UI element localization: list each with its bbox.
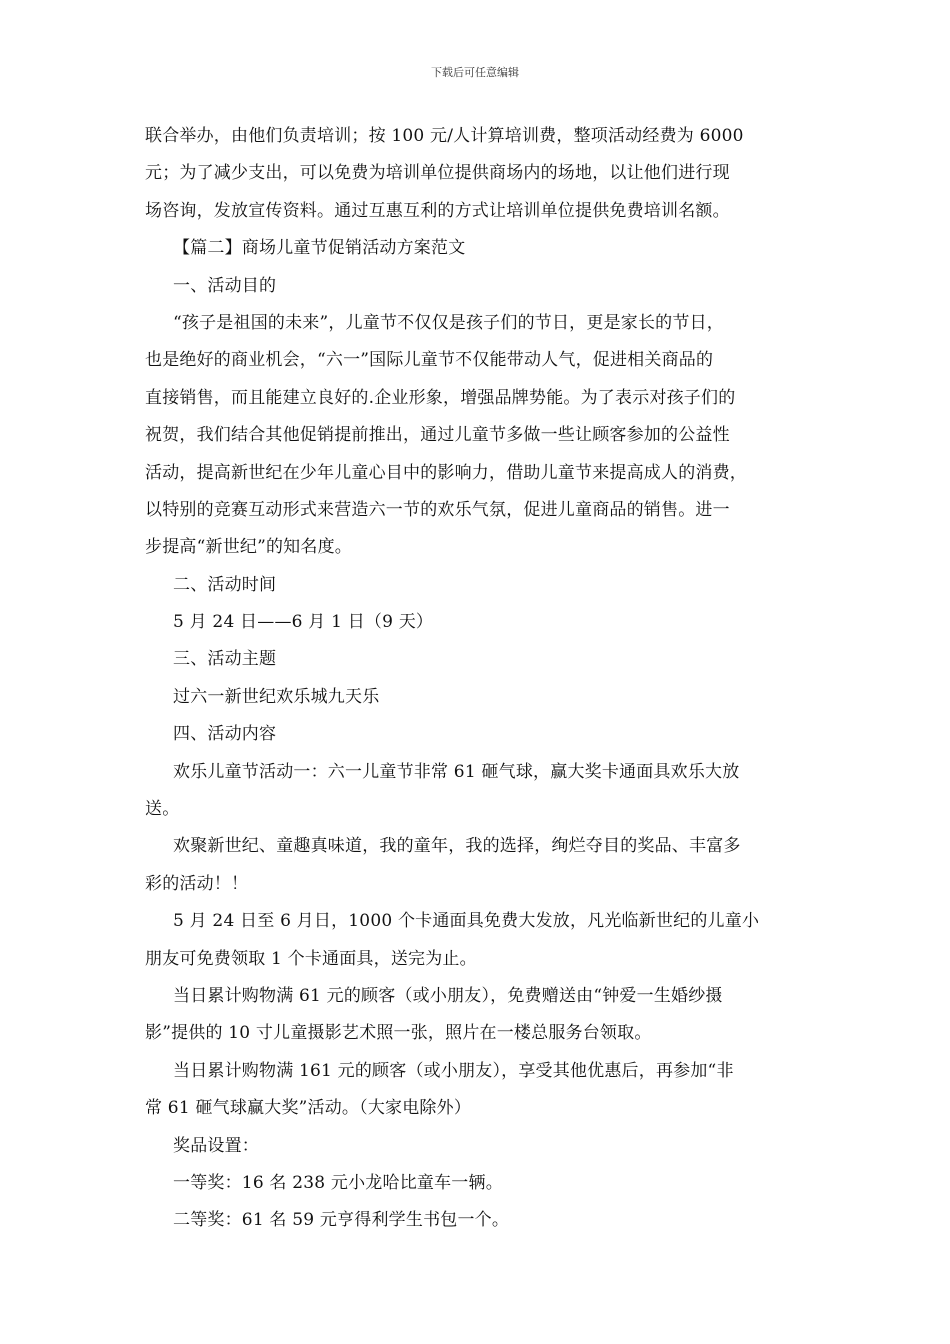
text-line: 朋友可免费领取 1 个卡通面具，送完为止。: [145, 948, 477, 969]
text-line: 活动，提高新世纪在少年儿童心目中的影响力，借助儿童节来提高成人的消费，: [145, 462, 747, 483]
page-header: 下载后可任意编辑: [431, 66, 519, 79]
text-line: 一、活动目的: [173, 275, 277, 296]
text-line: 祝贺，我们结合其他促销提前推出，通过儿童节多做一些让顾客参加的公益性: [145, 425, 730, 446]
text-line: 当日累计购物满 61 元的顾客（或小朋友），免费赠送由“钟爱一生婚纱摄: [173, 985, 723, 1006]
text-line: 欢乐儿童节活动一：六一儿童节非常 61 砸气球，赢大奖卡通面具欢乐大放: [173, 761, 740, 782]
text-line: 【篇二】商场儿童节促销活动方案范文: [173, 238, 466, 259]
text-line: 当日累计购物满 161 元的顾客（或小朋友），享受其他优惠后，再参加“非: [173, 1060, 734, 1081]
text-line: 二等奖：61 名 59 元亨得利学生书包一个。: [173, 1210, 510, 1231]
text-line: 5 月 24 日——6 月 1 日（9 天）: [173, 612, 434, 633]
text-line: 联合举办，由他们负责培训；按 100 元/人计算培训费，整项活动经费为 6000: [145, 126, 744, 146]
text-line: 三、活动主题: [173, 649, 277, 670]
text-line: 元；为了减少支出，可以免费为培训单位提供商场内的场地，以让他们进行现: [145, 163, 730, 184]
text-line: 常 61 砸气球赢大奖”活动。（大家电除外）: [145, 1098, 472, 1119]
text-line: 直接销售，而且能建立良好的.企业形象，增强品牌势能。为了表示对孩子们的: [145, 387, 736, 408]
text-line: 彩的活动！！: [145, 873, 249, 894]
document-body: [145, 118, 810, 1240]
text-line: 场咨询，发放宣传资料。通过互惠互利的方式让培训单位提供免费培训名额。: [145, 200, 730, 221]
text-line: 四、活动内容: [173, 724, 277, 745]
text-line: 影”提供的 10 寸儿童摄影艺术照一张，照片在一楼总服务台领取。: [145, 1023, 652, 1044]
text-line: 欢聚新世纪、童趣真味道，我的童年，我的选择，绚烂夺目的奖品、丰富多: [173, 836, 741, 857]
text-line: 一等奖：16 名 238 元小龙哈比童车一辆。: [173, 1172, 503, 1193]
text-line: 奖品设置：: [173, 1135, 259, 1156]
text-line: 5 月 24 日至 6 月日，1000 个卡通面具免费大发放，凡光临新世纪的儿童小: [173, 911, 760, 932]
text-line: “孩子是祖国的未来”，儿童节不仅仅是孩子们的节日，更是家长的节日，: [173, 312, 724, 333]
text-line: 过六一新世纪欢乐城九天乐: [173, 686, 380, 707]
text-line: 以特别的竞赛互动形式来营造六一节的欢乐气氛，促进儿童商品的销售。进一: [145, 499, 730, 520]
text-line: 送。: [145, 799, 180, 820]
text-line: 步提高“新世纪”的知名度。: [145, 537, 352, 558]
text-line: 也是绝好的商业机会，“六一”国际儿童节不仅能带动人气，促进相关商品的: [145, 350, 714, 371]
text-line: 二、活动时间: [173, 574, 277, 595]
